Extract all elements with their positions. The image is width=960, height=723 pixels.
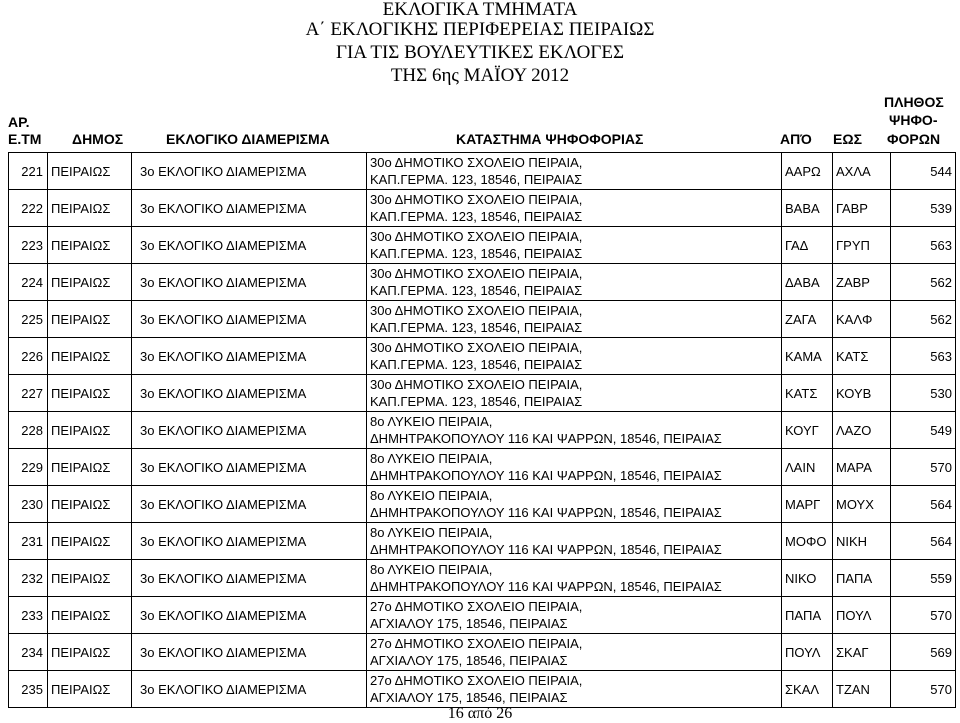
- cell-to: ΠΟΥΛ: [833, 597, 891, 634]
- cell-voter-count: 563: [891, 227, 956, 264]
- cell-to: ΚΟΥΒ: [833, 375, 891, 412]
- cell-section-number: 235: [9, 671, 48, 708]
- cell-section-number: 227: [9, 375, 48, 412]
- cell-polling-station: [367, 597, 782, 634]
- cell-voter-count: 570: [891, 671, 956, 708]
- doc-subtitle-region: Α΄ ΕΚΛΟΓΙΚΗΣ ΠΕΡΙΦΕΡΕΙΑΣ ΠΕΙΡΑΙΩΣ: [305, 19, 655, 40]
- cell-to: ΚΑΛΦ: [833, 301, 891, 338]
- polling-station-address: ΚΑΠ.ΓΕΡΜΑ. 123, 18546, ΠΕΙΡΑΙΑΣ: [370, 357, 583, 372]
- cell-section-number: 233: [9, 597, 48, 634]
- table-row: [9, 301, 956, 338]
- cell-from: ΝΙΚΟ: [782, 560, 833, 597]
- table-row: [9, 153, 956, 190]
- cell-from: ΔΑΒΑ: [782, 264, 833, 301]
- cell-to: ΣΚΑΓ: [833, 634, 891, 671]
- table-row: [9, 449, 956, 486]
- cell-section-number: 223: [9, 227, 48, 264]
- cell-voter-count: 549: [891, 412, 956, 449]
- cell-from: ΣΚΑΛ: [782, 671, 833, 708]
- cell-electoral-district: 3ο ΕΚΛΟΓΙΚΟ ΔΙΑΜΕΡΙΣΜΑ: [132, 597, 367, 634]
- table-row: [9, 560, 956, 597]
- cell-electoral-district: 3ο ΕΚΛΟΓΙΚΟ ΔΙΑΜΕΡΙΣΜΑ: [132, 560, 367, 597]
- col-header-to: ΕΩΣ: [833, 131, 862, 147]
- polling-station-address: ΚΑΠ.ΓΕΡΜΑ. 123, 18546, ΠΕΙΡΑΙΑΣ: [370, 172, 583, 187]
- cell-municipality: ΠΕΙΡΑΙΩΣ: [48, 560, 132, 597]
- polling-station-address: ΚΑΠ.ΓΕΡΜΑ. 123, 18546, ΠΕΙΡΑΙΑΣ: [370, 283, 583, 298]
- cell-electoral-district: 3ο ΕΚΛΟΓΙΚΟ ΔΙΑΜΕΡΙΣΜΑ: [132, 190, 367, 227]
- polling-station-address: ΔΗΜΗΤΡΑΚΟΠΟΥΛΟΥ 116 ΚΑΙ ΨΑΡΡΩΝ, 18546, ΠΕΙΡΑΙΑΣ: [370, 542, 722, 557]
- table-row: [9, 486, 956, 523]
- cell-to: ΑΧΛΑ: [833, 153, 891, 190]
- cell-voter-count: 539: [891, 190, 956, 227]
- cell-section-number: 232: [9, 560, 48, 597]
- cell-polling-station: [367, 190, 782, 227]
- cell-section-number: 225: [9, 301, 48, 338]
- cell-voter-count: 564: [891, 486, 956, 523]
- col-header-voters-line2: ΨΗΦΟ-: [889, 112, 938, 128]
- col-header-number-line2: Ε.ΤΜ: [8, 131, 42, 147]
- cell-electoral-district: 3ο ΕΚΛΟΓΙΚΟ ΔΙΑΜΕΡΙΣΜΑ: [132, 264, 367, 301]
- polling-station-address: ΚΑΠ.ΓΕΡΜΑ. 123, 18546, ΠΕΙΡΑΙΑΣ: [370, 320, 583, 335]
- polling-station-address: ΔΗΜΗΤΡΑΚΟΠΟΥΛΟΥ 116 ΚΑΙ ΨΑΡΡΩΝ, 18546, ΠΕΙΡΑΙΑΣ: [370, 468, 722, 483]
- cell-polling-station: [367, 486, 782, 523]
- cell-voter-count: 544: [891, 153, 956, 190]
- cell-electoral-district: 3ο ΕΚΛΟΓΙΚΟ ΔΙΑΜΕΡΙΣΜΑ: [132, 301, 367, 338]
- cell-from: ΜΑΡΓ: [782, 486, 833, 523]
- col-header-district: ΕΚΛΟΓΙΚΟ ΔΙΑΜΕΡΙΣΜΑ: [166, 131, 330, 147]
- cell-from: ΚΑΤΣ: [782, 375, 833, 412]
- polling-station-name: 8ο ΛΥΚΕΙΟ ΠΕΙΡΑΙΑ,: [370, 414, 493, 429]
- cell-section-number: 228: [9, 412, 48, 449]
- polling-station-name: 27ο ΔΗΜΟΤΙΚΟ ΣΧΟΛΕΙΟ ΠΕΙΡΑΙΑ,: [370, 599, 583, 614]
- cell-voter-count: 530: [891, 375, 956, 412]
- polling-station-name: 30ο ΔΗΜΟΤΙΚΟ ΣΧΟΛΕΙΟ ΠΕΙΡΑΙΑ,: [370, 303, 583, 318]
- cell-municipality: ΠΕΙΡΑΙΩΣ: [48, 634, 132, 671]
- cell-electoral-district: 3ο ΕΚΛΟΓΙΚΟ ΔΙΑΜΕΡΙΣΜΑ: [132, 412, 367, 449]
- cell-to: ΝΙΚΗ: [833, 523, 891, 560]
- cell-to: ΛΑΖΟ: [833, 412, 891, 449]
- polling-table: [8, 152, 956, 708]
- polling-station-name: 30ο ΔΗΜΟΤΙΚΟ ΣΧΟΛΕΙΟ ΠΕΙΡΑΙΑ,: [370, 266, 583, 281]
- polling-station-name: 8ο ΛΥΚΕΙΟ ΠΕΙΡΑΙΑ,: [370, 562, 493, 577]
- cell-from: ΒΑΒΑ: [782, 190, 833, 227]
- cell-polling-station: [367, 560, 782, 597]
- cell-electoral-district: 3ο ΕΚΛΟΓΙΚΟ ΔΙΑΜΕΡΙΣΜΑ: [132, 227, 367, 264]
- cell-municipality: ΠΕΙΡΑΙΩΣ: [48, 190, 132, 227]
- cell-electoral-district: 3ο ΕΚΛΟΓΙΚΟ ΔΙΑΜΕΡΙΣΜΑ: [132, 449, 367, 486]
- cell-from: ΑΑΡΩ: [782, 153, 833, 190]
- cell-electoral-district: 3ο ΕΚΛΟΓΙΚΟ ΔΙΑΜΕΡΙΣΜΑ: [132, 338, 367, 375]
- cell-polling-station: [367, 375, 782, 412]
- cell-voter-count: 569: [891, 634, 956, 671]
- col-header-from: ΑΠΌ: [780, 131, 812, 147]
- cell-voter-count: 559: [891, 560, 956, 597]
- cell-from: ΓΑΔ: [782, 227, 833, 264]
- cell-voter-count: 570: [891, 597, 956, 634]
- polling-station-name: 30ο ΔΗΜΟΤΙΚΟ ΣΧΟΛΕΙΟ ΠΕΙΡΑΙΑ,: [370, 155, 583, 170]
- cell-to: ΖΑΒΡ: [833, 264, 891, 301]
- table-row: [9, 412, 956, 449]
- polling-station-address: ΚΑΠ.ΓΕΡΜΑ. 123, 18546, ΠΕΙΡΑΙΑΣ: [370, 209, 583, 224]
- page-number: 16 από 26: [447, 705, 513, 722]
- cell-section-number: 221: [9, 153, 48, 190]
- polling-station-name: 8ο ΛΥΚΕΙΟ ΠΕΙΡΑΙΑ,: [370, 488, 493, 503]
- polling-station-address: ΑΓΧΙΑΛΟΥ 175, 18546, ΠΕΙΡΑΙΑΣ: [370, 690, 568, 705]
- cell-section-number: 226: [9, 338, 48, 375]
- polling-station-address: ΑΓΧΙΑΛΟΥ 175, 18546, ΠΕΙΡΑΙΑΣ: [370, 616, 568, 631]
- cell-electoral-district: 3ο ΕΚΛΟΓΙΚΟ ΔΙΑΜΕΡΙΣΜΑ: [132, 153, 367, 190]
- cell-polling-station: [367, 449, 782, 486]
- table-row: [9, 190, 956, 227]
- polling-station-address: ΚΑΠ.ΓΕΡΜΑ. 123, 18546, ΠΕΙΡΑΙΑΣ: [370, 246, 583, 261]
- cell-section-number: 229: [9, 449, 48, 486]
- cell-to: ΤΖΑΝ: [833, 671, 891, 708]
- cell-electoral-district: 3ο ΕΚΛΟΓΙΚΟ ΔΙΑΜΕΡΙΣΜΑ: [132, 523, 367, 560]
- cell-from: ΖΑΓΑ: [782, 301, 833, 338]
- polling-station-address: ΑΓΧΙΑΛΟΥ 175, 18546, ΠΕΙΡΑΙΑΣ: [370, 653, 568, 668]
- polling-station-name: 30ο ΔΗΜΟΤΙΚΟ ΣΧΟΛΕΙΟ ΠΕΙΡΑΙΑ,: [370, 377, 583, 392]
- polling-station-name: 27ο ΔΗΜΟΤΙΚΟ ΣΧΟΛΕΙΟ ΠΕΙΡΑΙΑ,: [370, 636, 583, 651]
- cell-to: ΜΑΡΑ: [833, 449, 891, 486]
- table-row: [9, 375, 956, 412]
- polling-station-name: 27ο ΔΗΜΟΤΙΚΟ ΣΧΟΛΕΙΟ ΠΕΙΡΑΙΑ,: [370, 673, 583, 688]
- polling-station-name: 30ο ΔΗΜΟΤΙΚΟ ΣΧΟΛΕΙΟ ΠΕΙΡΑΙΑ,: [370, 340, 583, 355]
- cell-electoral-district: 3ο ΕΚΛΟΓΙΚΟ ΔΙΑΜΕΡΙΣΜΑ: [132, 634, 367, 671]
- cell-polling-station: [367, 671, 782, 708]
- col-header-number-line1: ΑΡ.: [8, 114, 30, 130]
- cell-municipality: ΠΕΙΡΑΙΩΣ: [48, 338, 132, 375]
- cell-municipality: ΠΕΙΡΑΙΩΣ: [48, 449, 132, 486]
- col-header-voters-line3: ΦΟΡΩΝ: [887, 131, 941, 147]
- polling-station-address: ΚΑΠ.ΓΕΡΜΑ. 123, 18546, ΠΕΙΡΑΙΑΣ: [370, 394, 583, 409]
- col-header-polling-station: ΚΑΤΑΣΤΗΜΑ ΨΗΦΟΦΟΡΙΑΣ: [456, 131, 644, 147]
- cell-from: ΠΟΥΛ: [782, 634, 833, 671]
- table-row: [9, 634, 956, 671]
- cell-voter-count: 562: [891, 264, 956, 301]
- cell-from: ΜΟΦΟ: [782, 523, 833, 560]
- polling-station-address: ΔΗΜΗΤΡΑΚΟΠΟΥΛΟΥ 116 ΚΑΙ ΨΑΡΡΩΝ, 18546, ΠΕΙΡΑΙΑΣ: [370, 579, 722, 594]
- cell-section-number: 231: [9, 523, 48, 560]
- cell-polling-station: [367, 523, 782, 560]
- polling-station-address: ΔΗΜΗΤΡΑΚΟΠΟΥΛΟΥ 116 ΚΑΙ ΨΑΡΡΩΝ, 18546, ΠΕΙΡΑΙΑΣ: [370, 505, 722, 520]
- cell-voter-count: 570: [891, 449, 956, 486]
- cell-municipality: ΠΕΙΡΑΙΩΣ: [48, 227, 132, 264]
- cell-polling-station: [367, 301, 782, 338]
- cell-electoral-district: 3ο ΕΚΛΟΓΙΚΟ ΔΙΑΜΕΡΙΣΜΑ: [132, 375, 367, 412]
- cell-section-number: 222: [9, 190, 48, 227]
- doc-title: ΕΚΛΟΓΙΚΑ ΤΜΗΜΑΤΑ: [382, 0, 578, 20]
- cell-to: ΓΑΒΡ: [833, 190, 891, 227]
- table-row: [9, 671, 956, 708]
- cell-electoral-district: 3ο ΕΚΛΟΓΙΚΟ ΔΙΑΜΕΡΙΣΜΑ: [132, 486, 367, 523]
- cell-municipality: ΠΕΙΡΑΙΩΣ: [48, 264, 132, 301]
- cell-municipality: ΠΕΙΡΑΙΩΣ: [48, 597, 132, 634]
- polling-station-address: ΔΗΜΗΤΡΑΚΟΠΟΥΛΟΥ 116 ΚΑΙ ΨΑΡΡΩΝ, 18546, ΠΕΙΡΑΙΑΣ: [370, 431, 722, 446]
- col-header-municipality: ΔΗΜΟΣ: [72, 131, 124, 147]
- cell-from: ΚΑΜΑ: [782, 338, 833, 375]
- cell-municipality: ΠΕΙΡΑΙΩΣ: [48, 486, 132, 523]
- cell-polling-station: [367, 634, 782, 671]
- doc-subtitle-elections: ΓΙΑ ΤΙΣ ΒΟΥΛΕΥΤΙΚΕΣ ΕΚΛΟΓΕΣ: [335, 42, 625, 63]
- cell-municipality: ΠΕΙΡΑΙΩΣ: [48, 375, 132, 412]
- cell-section-number: 224: [9, 264, 48, 301]
- cell-voter-count: 562: [891, 301, 956, 338]
- cell-voter-count: 564: [891, 523, 956, 560]
- cell-electoral-district: 3ο ΕΚΛΟΓΙΚΟ ΔΙΑΜΕΡΙΣΜΑ: [132, 671, 367, 708]
- table-row: [9, 523, 956, 560]
- col-header-voters-line1: ΠΛΗΘΟΣ: [884, 94, 944, 110]
- cell-to: ΓΡΥΠ: [833, 227, 891, 264]
- table-row: [9, 227, 956, 264]
- doc-subtitle-date: ΤΗΣ 6ης ΜΑΪΟΥ 2012: [390, 65, 570, 86]
- polling-station-name: 8ο ΛΥΚΕΙΟ ΠΕΙΡΑΙΑ,: [370, 525, 493, 540]
- cell-polling-station: [367, 153, 782, 190]
- polling-station-name: 8ο ΛΥΚΕΙΟ ΠΕΙΡΑΙΑ,: [370, 451, 493, 466]
- cell-section-number: 230: [9, 486, 48, 523]
- cell-polling-station: [367, 338, 782, 375]
- cell-polling-station: [367, 412, 782, 449]
- cell-from: ΛΑΙΝ: [782, 449, 833, 486]
- cell-from: ΠΑΠΑ: [782, 597, 833, 634]
- polling-station-name: 30ο ΔΗΜΟΤΙΚΟ ΣΧΟΛΕΙΟ ΠΕΙΡΑΙΑ,: [370, 192, 583, 207]
- table-row: [9, 264, 956, 301]
- cell-polling-station: [367, 227, 782, 264]
- cell-to: ΜΟΥΧ: [833, 486, 891, 523]
- cell-to: ΚΑΤΣ: [833, 338, 891, 375]
- cell-municipality: ΠΕΙΡΑΙΩΣ: [48, 671, 132, 708]
- cell-municipality: ΠΕΙΡΑΙΩΣ: [48, 301, 132, 338]
- table-row: [9, 597, 956, 634]
- cell-voter-count: 563: [891, 338, 956, 375]
- cell-municipality: ΠΕΙΡΑΙΩΣ: [48, 523, 132, 560]
- cell-municipality: ΠΕΙΡΑΙΩΣ: [48, 153, 132, 190]
- cell-section-number: 234: [9, 634, 48, 671]
- table-row: [9, 338, 956, 375]
- polling-station-name: 30ο ΔΗΜΟΤΙΚΟ ΣΧΟΛΕΙΟ ΠΕΙΡΑΙΑ,: [370, 229, 583, 244]
- cell-municipality: ΠΕΙΡΑΙΩΣ: [48, 412, 132, 449]
- cell-to: ΠΑΠΑ: [833, 560, 891, 597]
- cell-from: ΚΟΥΓ: [782, 412, 833, 449]
- cell-polling-station: [367, 264, 782, 301]
